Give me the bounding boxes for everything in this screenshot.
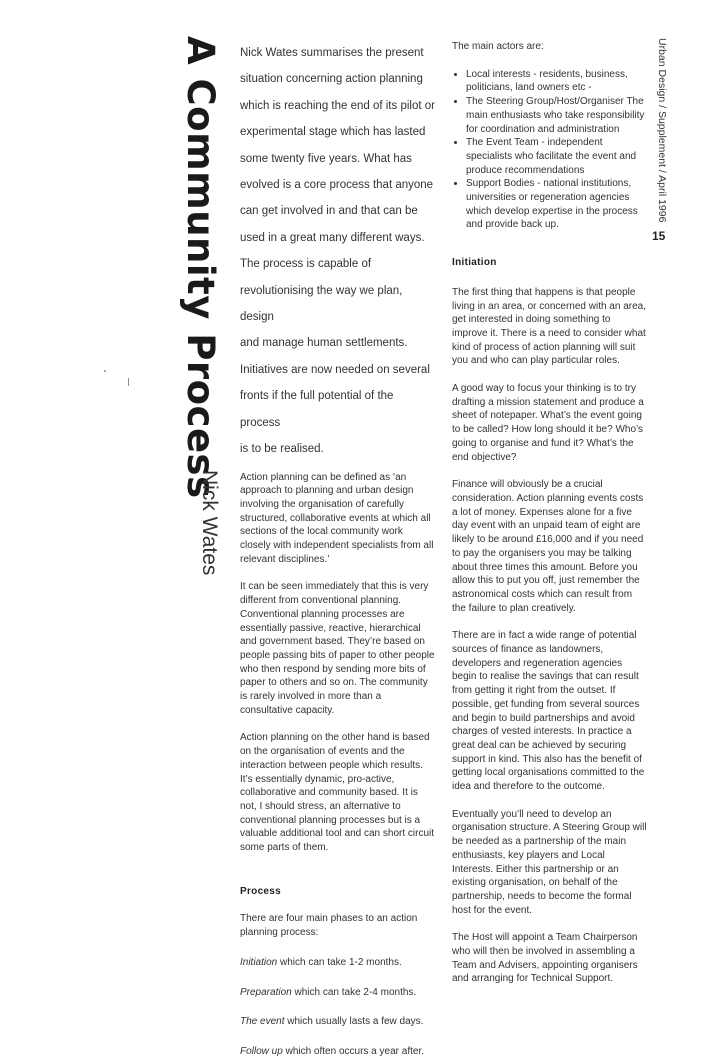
intro-line: which is reaching the end of its pilot or xyxy=(240,99,435,112)
paragraph-process-intro: There are four main phases to an action planning process: xyxy=(240,913,418,939)
intro-line: experimental stage which has lasted xyxy=(240,126,426,139)
intro-line: revolutionising the way we plan, design xyxy=(240,284,403,324)
phase-duration: which can take 1-2 months. xyxy=(277,956,402,968)
phase-initiation xyxy=(240,956,436,970)
scan-speck xyxy=(128,378,129,386)
phase-preparation xyxy=(240,986,436,1000)
intro-line: some twenty five years. What has xyxy=(240,152,412,165)
phase-duration: which usually lasts a few days. xyxy=(284,1016,424,1028)
section-heading-process: Process xyxy=(240,885,282,897)
section-heading-initiation: Initiation xyxy=(452,257,497,269)
intro-line: is to be realised. xyxy=(240,443,324,456)
list-item: • Support Bodies - national institutions, universities or regeneration agencies which develop expertise in the process and provide back up. xyxy=(466,177,648,232)
list-item: • The Steering Group/Host/Organiser The main enthusiasts who take responsibility for coordination and administration xyxy=(466,95,648,136)
phase-event xyxy=(240,1015,436,1029)
page-number: 15 xyxy=(652,229,666,243)
author-name xyxy=(195,470,223,590)
paragraph-host: The Host will appoint a Team Chairperson who will then be involved in assembling a Team and Advisers, appointing organisers and arranging for Technical Support. xyxy=(452,932,638,985)
intro-line: evolved is a core process that anyone xyxy=(240,179,434,192)
intro-line: Nick Wates summarises the present xyxy=(240,47,424,59)
phase-name: The event xyxy=(240,1016,285,1028)
paragraph-action-planning: Action planning on the other hand is based on the organisation of events and the interaction between people which results. It’s essentially dynamic, pro-active, collaborative and community based. It is not, I should stress, an alternative to conventional planning processes but is a valuable additional tool and can short circuit some parts of them. xyxy=(240,732,435,854)
phase-name: Preparation xyxy=(240,986,292,998)
paragraph-definition: Action planning can be defined as ‘an approach to planning and urban design involving the organisation of carefully structured, collaborative events at which all sections of the local community work closely with independent specialists from all relevant disciplines.’ xyxy=(240,471,434,565)
paragraph-sources: There are in fact a wide range of potential sources of finance as landowners, developers and regeneration agencies begin to realise the savings that can result from getting it right from the outset. If possible, get funding from several sources and begin to build partnerships and avoid charges of vested interests. In practice a great deal can be achieved by securing support in kind. This also has the benefit of getting local organisations committed to the idea and therefore to the outcome. xyxy=(452,630,645,793)
phase-follow-up xyxy=(240,1045,436,1059)
article-title xyxy=(178,36,222,499)
paragraph-difference: It can be seen immediately that this is very different from conventional planning. Conventional planning processes are essentially passive, reactive, hierarchical and government based. They’re based on people passing bits of paper to other people who then respond by sending more bits of paper to others and so on. The community is rarely involved in more than a consultative capacity. xyxy=(240,581,435,716)
intro-line: situation concerning action planning xyxy=(240,73,423,86)
scan-speck xyxy=(104,370,106,372)
left-column xyxy=(240,40,436,1059)
list-item: • Local interests - residents, business, politicians, land owners etc - xyxy=(466,68,648,95)
paragraph-structure: Eventually you’ll need to develop an organisation structure. A Steering Group will be needed as a partnership of the main enthusiasts, key players and Local Interests. Either this partnership or an existing organisation, on behalf of the partnership, needs to become the formal host for the event. xyxy=(452,808,647,916)
intro-line: and manage human settlements. xyxy=(240,337,408,350)
phase-name: Initiation xyxy=(240,956,278,968)
author-name-text: Nick Wates xyxy=(198,470,221,576)
running-header-text: Urban Design / Supplement / April 1996 xyxy=(656,38,668,223)
phase-duration: which often occurs a year after. xyxy=(282,1046,424,1057)
paragraph-first-step: The first thing that happens is that people living in an area, or concerned with an area, get interested in doing something to improve it. There is a need to consider what kind of process of action planning will suit you and who can play particular roles. xyxy=(452,286,647,367)
phase-duration: which can take 2-4 months. xyxy=(291,986,417,998)
list-item: • The Event Team - independent specialists who facilitate the event and produce recommendations xyxy=(466,136,648,177)
intro-line: used in a great many different ways. xyxy=(240,231,425,244)
actors-list xyxy=(452,68,648,232)
intro-line: Initiatives are now needed on several xyxy=(240,363,430,376)
paragraph-focus: A good way to focus your thinking is to try drafting a mission statement and produce a sheet of notepaper. What’s the event going to be called? How long should it be? Who’s going to organise and fund it? What’s the end objective? xyxy=(452,383,644,463)
intro-standfirst xyxy=(240,40,436,463)
intro-line: can get involved in and that can be xyxy=(240,205,418,218)
paragraph-finance: Finance will obviously be a crucial consideration. Action planning events costs a lot of money. Expenses alone for a five day event with an unpaid team of eight are likely to be around £16,000 and if you need to pay the organisers you may be talking about three times this amount. Before you allow this to put you off, just remember the astronomical costs which can result from the failure to plan creatively. xyxy=(452,479,644,614)
phase-name: Follow up xyxy=(240,1046,283,1057)
intro-line: The process is capable of xyxy=(240,258,372,271)
article-title-text: A Community Process xyxy=(179,36,222,499)
actors-intro: The main actors are: xyxy=(452,41,544,52)
intro-line: fronts if the full potential of the process xyxy=(240,390,394,429)
running-header xyxy=(654,38,670,223)
right-column xyxy=(452,40,648,986)
